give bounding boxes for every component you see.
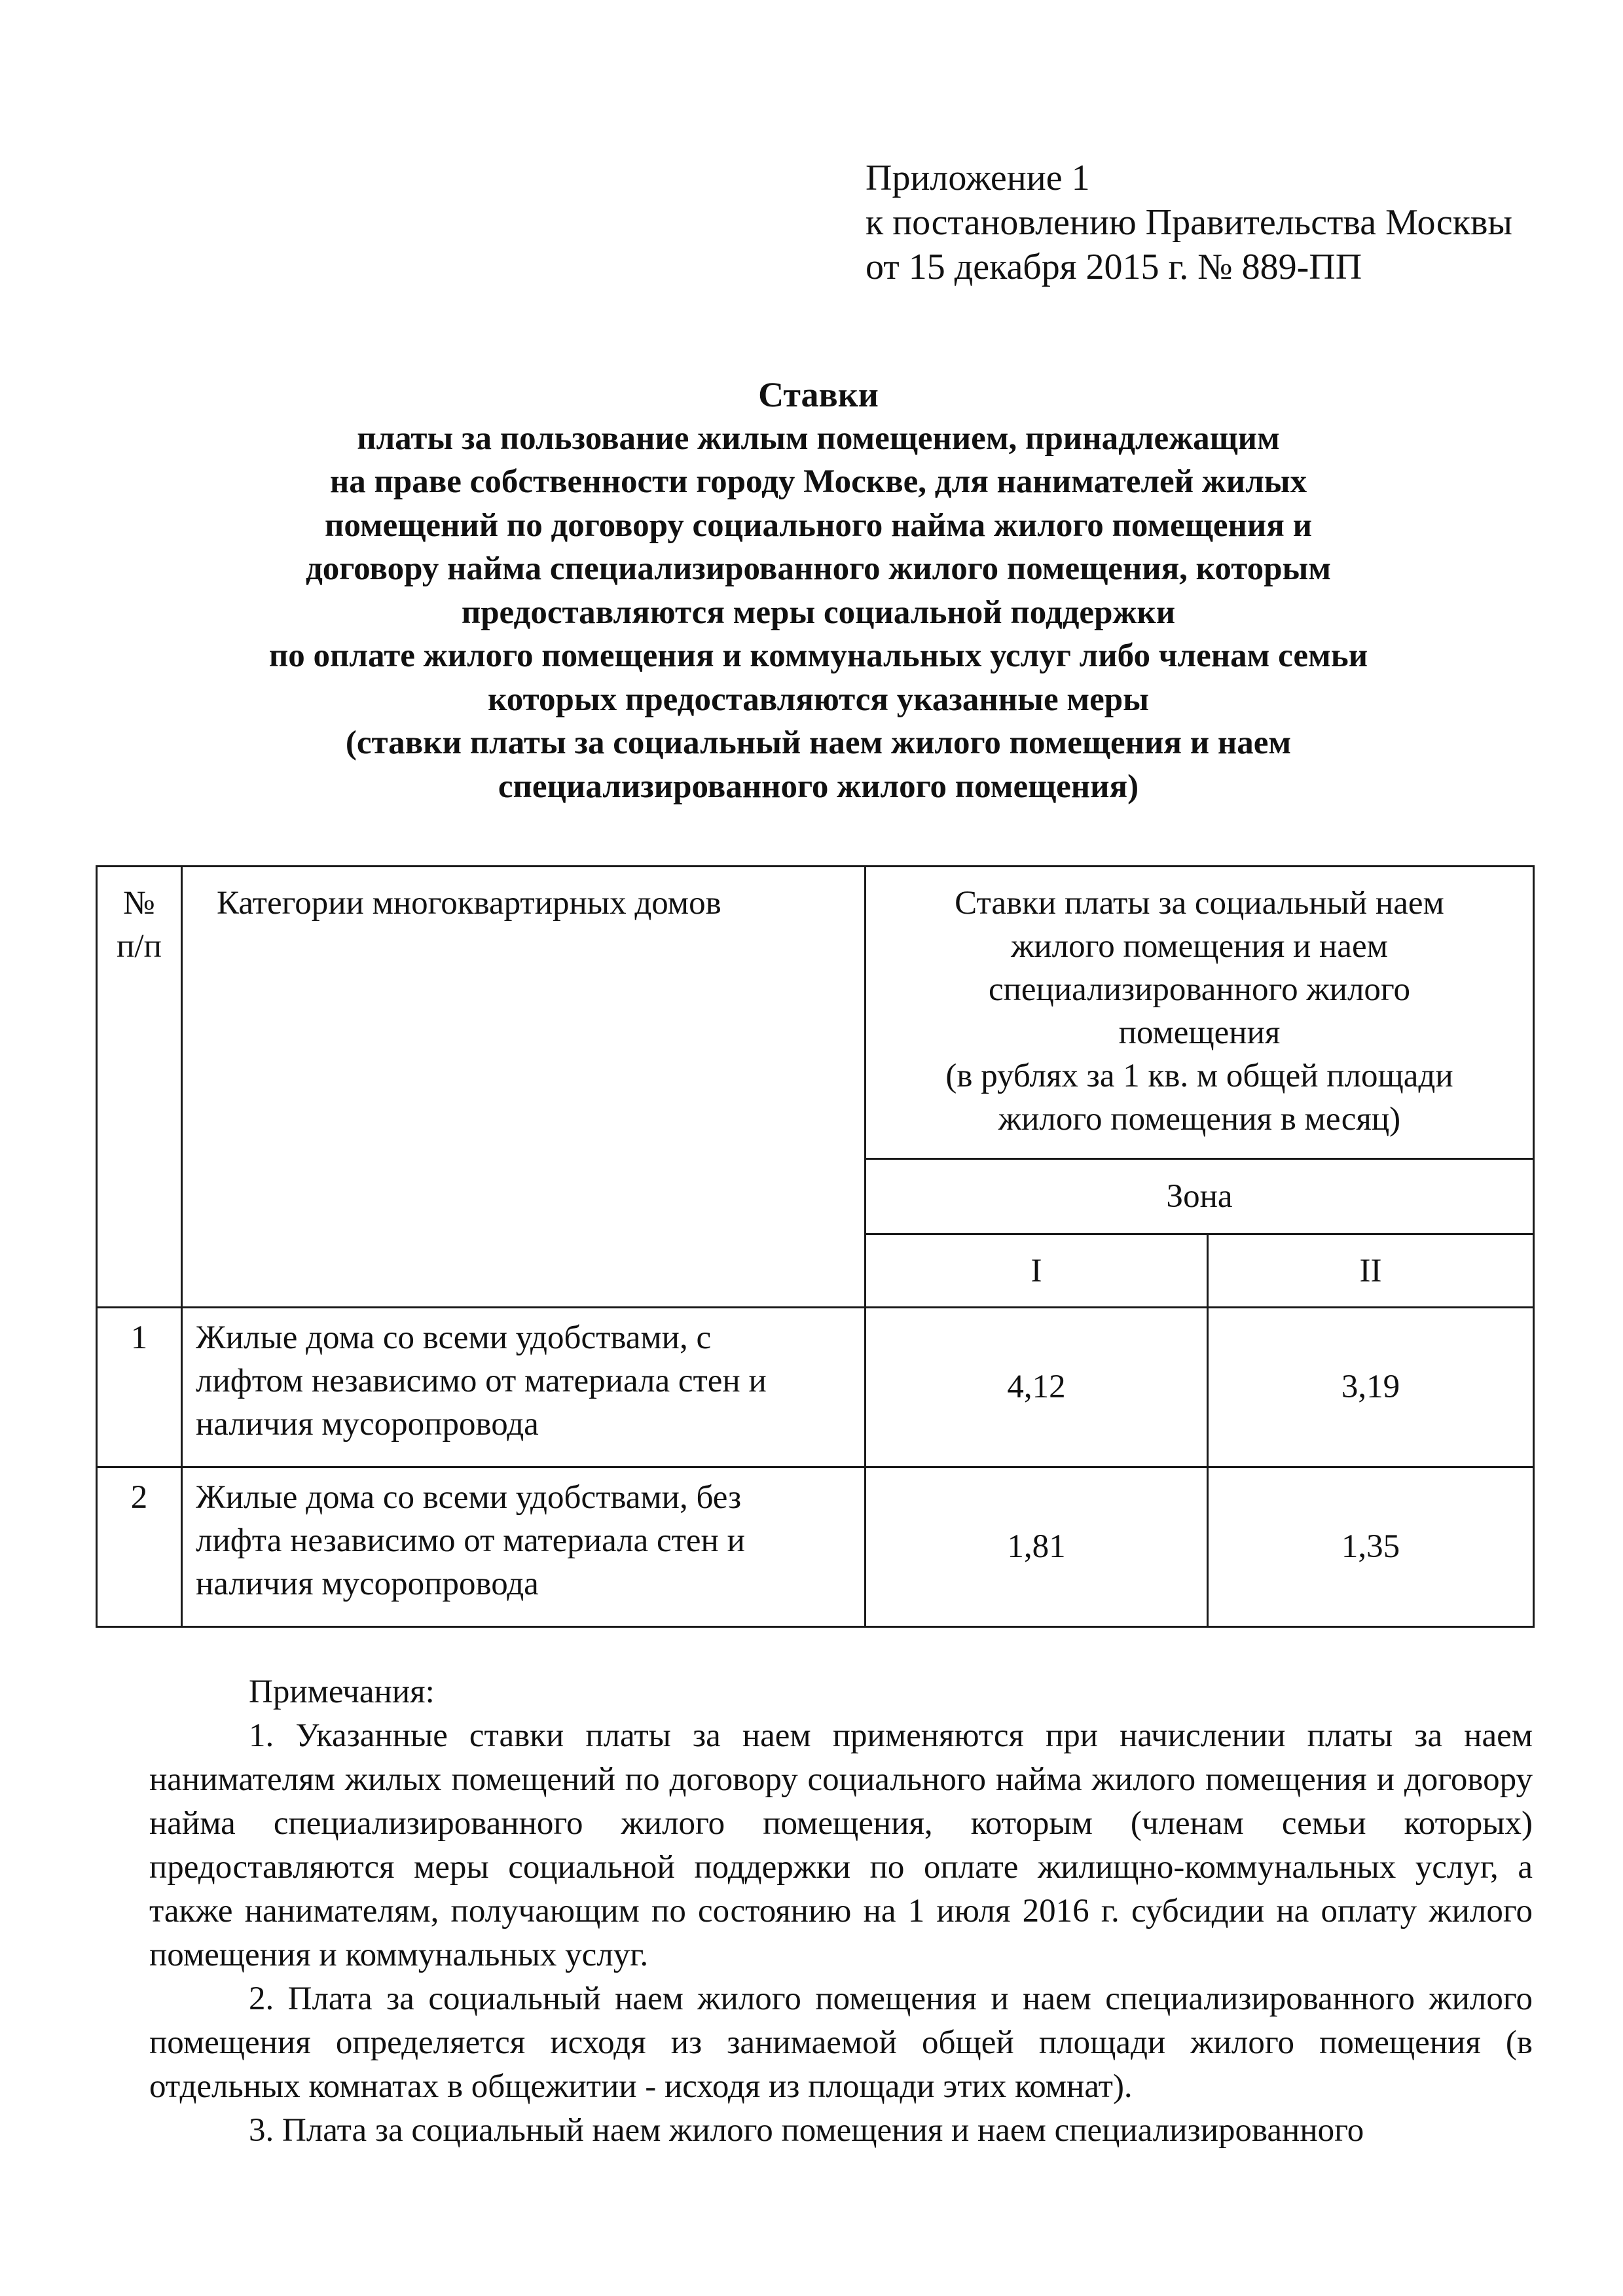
title-line: (ставки платы за социальный наем жилого помещения и наем	[345, 725, 1292, 761]
header-rates-line: (в рублях за 1 кв. м общей площади	[945, 1058, 1453, 1094]
row-number: 2	[97, 1467, 182, 1626]
header-rates-line: специализированного жилого	[988, 971, 1411, 1008]
title-line: специализированного жилого помещения)	[498, 768, 1139, 805]
row-zone-2-rate: 1,35	[1208, 1467, 1534, 1626]
header-category-cell	[182, 867, 866, 1308]
row-zone-2-rate: 3,19	[1208, 1307, 1534, 1467]
row-category	[182, 1467, 866, 1626]
header-zone-2-label: II	[1359, 1252, 1382, 1289]
header-rates-line: жилого помещения в месяц)	[998, 1101, 1401, 1138]
note-paragraph: 2. Плата за социальный наем жилого помещения и наем специализированного жилого помещения определяется исходя из занимаемой общей площади жилого помещения (в отдельных комнатах в общежитии - исходя из площади этих комнат).	[149, 1981, 1533, 2105]
row-category-line: Жилые дома со всеми удобствами, без	[196, 1479, 742, 1516]
header-number-abbr: п/п	[117, 928, 162, 965]
note-paragraph: 3. Плата за социальный наем жилого помещения и наем специализированного	[249, 2112, 1364, 2149]
row-category-line: наличия мусоропровода	[196, 1405, 539, 1443]
row-zone-1-rate: 1,81	[866, 1467, 1208, 1626]
row-category-line: лифта независимо от материала стен и	[196, 1522, 745, 1559]
row-category-line: Жилые дома со всеми удобствами, с	[196, 1319, 712, 1356]
notes-section	[149, 1670, 1533, 2153]
rates-table	[96, 865, 1535, 1628]
table-header-row	[97, 867, 1534, 1159]
header-rates-line: помещения	[1118, 1014, 1281, 1051]
title-line: платы за пользование жилым помещением, принадлежащим	[357, 420, 1280, 457]
title-line: по оплате жилого помещения и коммунальных услуг либо членам семьи	[268, 637, 1368, 674]
title-line: на праве собственности городу Москве, для нанимателей жилых	[329, 463, 1307, 500]
row-number: 1	[97, 1307, 182, 1467]
document-title	[131, 373, 1506, 808]
title-main: Ставки	[758, 375, 879, 414]
table-row	[97, 1307, 1534, 1467]
row-category-line: наличия мусоропровода	[196, 1565, 539, 1602]
appendix-header	[866, 156, 1512, 289]
title-line: помещений по договору социального найма жилого помещения и	[324, 507, 1313, 544]
title-line: предоставляются меры социальной поддержки	[461, 594, 1176, 631]
appendix-title: Приложение 1	[866, 158, 1090, 198]
table-row	[97, 1467, 1534, 1626]
appendix-resolution: к постановлению Правительства Москвы	[866, 202, 1513, 243]
title-line: договору найма специализированного жилого помещения, которым	[305, 550, 1332, 587]
header-zone-1-label: I	[1030, 1252, 1042, 1289]
row-category	[182, 1307, 866, 1467]
header-rates-cell	[866, 867, 1534, 1159]
header-zone-1-cell	[866, 1234, 1208, 1307]
header-zone-label: Зона	[1166, 1178, 1233, 1215]
header-number-cell	[97, 867, 182, 1308]
appendix-date-number: от 15 декабря 2015 г. № 889-ПП	[866, 247, 1362, 287]
title-line: которых предоставляются указанные меры	[488, 681, 1149, 718]
row-category-line: лифтом независимо от материала стен и	[196, 1362, 767, 1399]
header-zone-2-cell	[1208, 1234, 1534, 1307]
notes-heading: Примечания:	[249, 1674, 435, 1710]
header-rates-line: Ставки платы за социальный наем	[955, 885, 1444, 922]
header-number-sign: №	[123, 885, 155, 922]
header-zone-cell	[866, 1158, 1534, 1234]
note-paragraph: 1. Указанные ставки платы за наем применяются при начислении платы за наем нанимателям жилых помещений по договору социального найма жилого помещения и договору найма специализированного жилого помещения, которым (членам семьи которых) предоставляются меры социальной поддержки по оплате жилищно-коммунальных услуг, а также нанимателям, получающим по состоянию на 1 июля 2016 г. субсидии на оплату жилого помещения и коммунальных услуг.	[149, 1717, 1533, 1973]
row-zone-1-rate: 4,12	[866, 1307, 1208, 1467]
header-category-label: Категории многоквартирных домов	[217, 885, 721, 922]
header-rates-line: жилого помещения и наем	[1011, 928, 1388, 965]
